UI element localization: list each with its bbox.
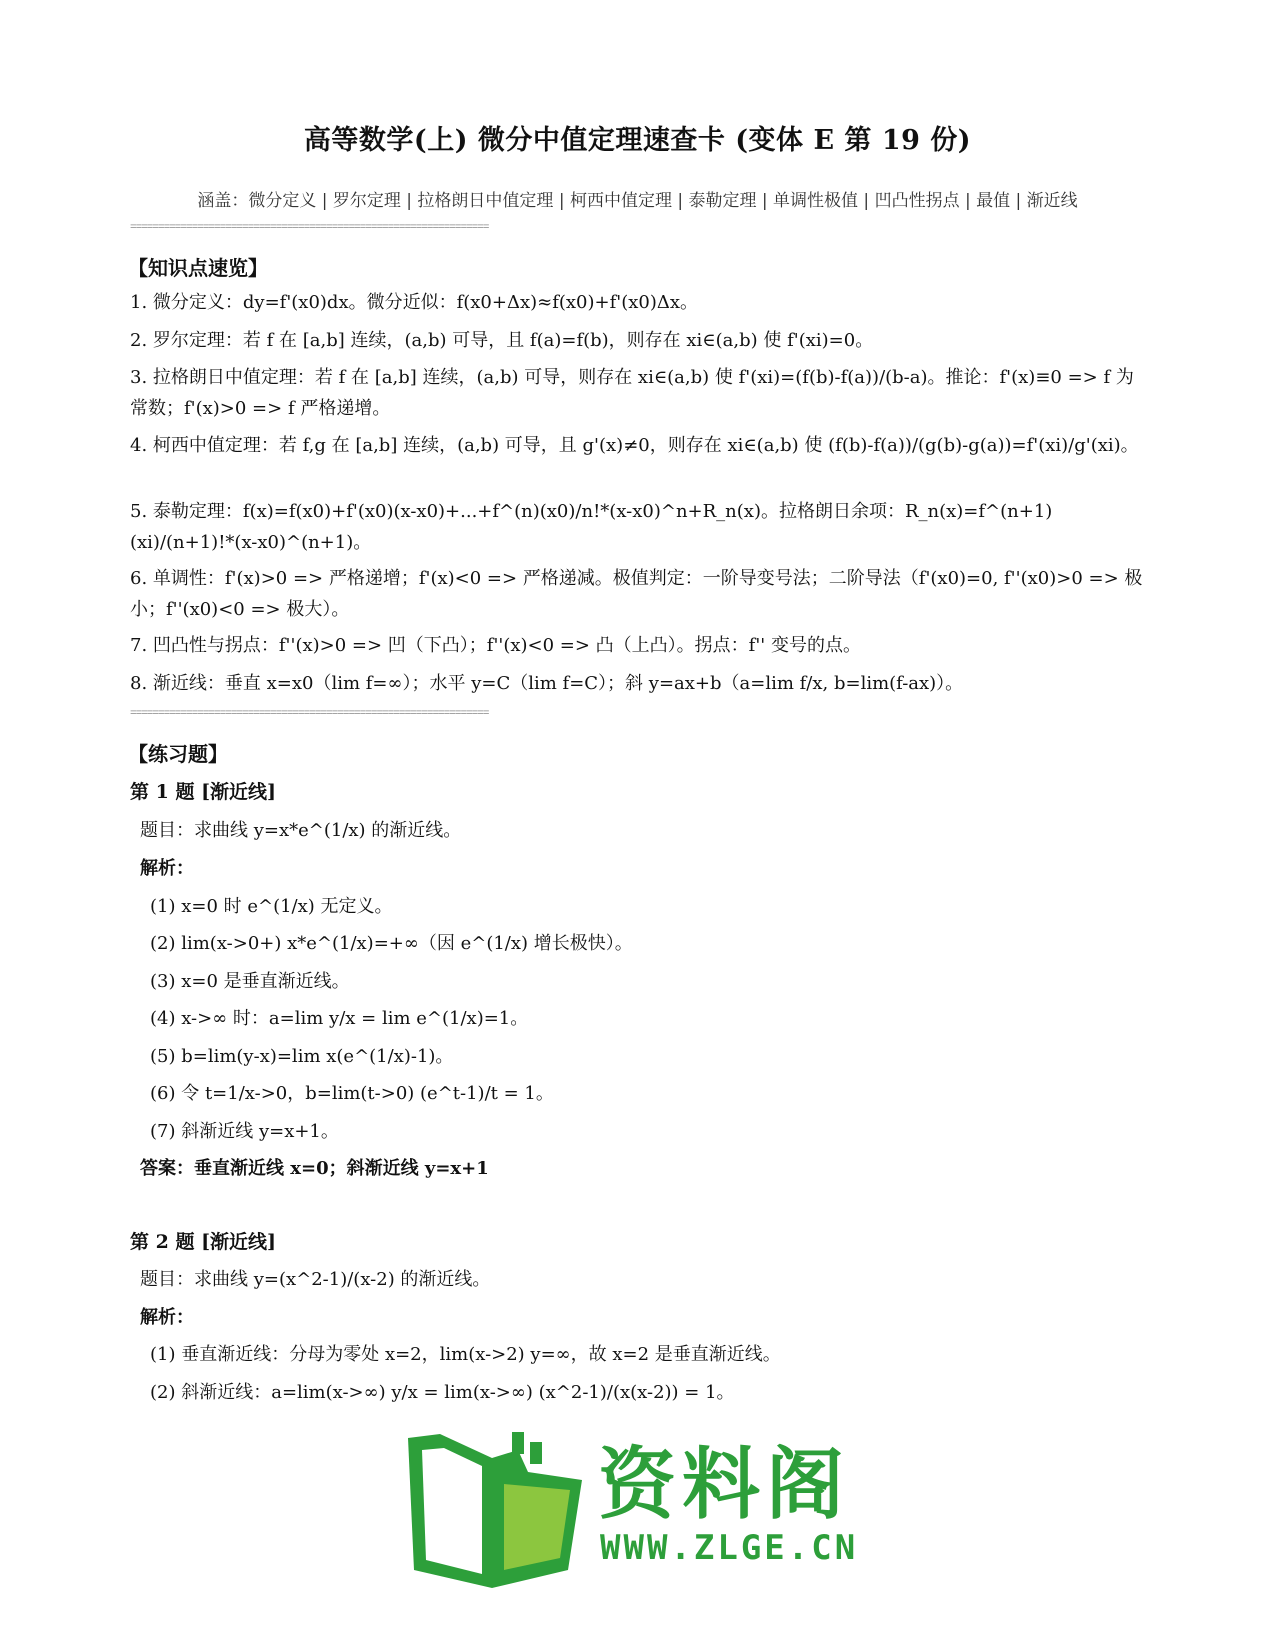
- knowledge-item: 2. 罗尔定理：若 f 在 [a,b] 连续，(a,b) 可导，且 f(a)=f(b)，则存在 xi∈(a,b) 使 f'(xi)=0。: [130, 330, 874, 351]
- question-1-step: (4) x->∞ 时：a=lim y/x = lim e^(1/x)=1。: [150, 1008, 529, 1029]
- question-2-analysis-label: 解析：: [140, 1307, 194, 1328]
- question-2-heading: 第 2 题 [渐近线]: [130, 1231, 277, 1253]
- watermark-name: 资料阁: [598, 1440, 851, 1530]
- question-1-step: (6) 令 t=1/x->0，b=lim(t->0) (e^t-1)/t = 1。: [150, 1083, 554, 1104]
- knowledge-item: 7. 凹凸性与拐点：f''(x)>0 => 凹（下凸）；f''(x)<0 => 凸（上凸）。拐点：f'' 变号的点。: [130, 635, 861, 656]
- knowledge-item: 8. 渐近线：垂直 x=x0（lim f=∞）；水平 y=C（lim f=C）；斜 y=ax+b（a=lim f/x, b=lim(f-ax)）。: [130, 673, 964, 694]
- question-2-step: (2) 斜渐近线：a=lim(x->∞) y/x = lim(x->∞) (x^2-1)/(x(x-2)) = 1。: [150, 1382, 735, 1403]
- divider-rule: ================================================================: [130, 708, 489, 720]
- watermark-url: WWW.ZLGE.CN: [600, 1528, 859, 1568]
- question-1-step: (3) x=0 是垂直渐近线。: [150, 971, 350, 992]
- divider-rule: ================================================================: [130, 222, 489, 234]
- question-1-analysis-label: 解析：: [140, 858, 194, 879]
- folder-book-icon: [400, 1420, 590, 1595]
- question-1-step: (2) lim(x->0+) x*e^(1/x)=+∞（因 e^(1/x) 增长极快）。: [150, 933, 633, 954]
- watermark-logo: [400, 1420, 870, 1595]
- practice-heading: 【练习题】: [128, 742, 228, 766]
- knowledge-item: 6. 单调性：f'(x)>0 => 严格递增；f'(x)<0 => 严格递减。极值判定：一阶导变号法；二阶导法（f'(x0)=0, f''(x0)>0 => 极小；f''(x0)<0 => 极大）。: [130, 568, 1143, 620]
- knowledge-item: 3. 拉格朗日中值定理：若 f 在 [a,b] 连续，(a,b) 可导，则存在 xi∈(a,b) 使 f'(xi)=(f(b)-f(a))/(b-a)。推论：f'(x)≡0 => f 为常数；f'(x)>0 => f 严格递增。: [130, 367, 1134, 419]
- knowledge-heading: 【知识点速览】: [128, 256, 268, 280]
- question-1-text: 题目：求曲线 y=x*e^(1/x) 的渐近线。: [140, 820, 462, 841]
- knowledge-item: 5. 泰勒定理：f(x)=f(x0)+f'(x0)(x-x0)+...+f^(n)(x0)/n!*(x-x0)^n+R_n(x)。拉格朗日余项：R_n(x)=f^(n+1)(xi)/(n+1)!*(x-x0)^(n+1)。: [130, 501, 1053, 553]
- question-1-answer: 答案：垂直渐近线 x=0；斜渐近线 y=x+1: [140, 1158, 489, 1179]
- question-1-heading: 第 1 题 [渐近线]: [130, 781, 277, 803]
- question-2-step: (1) 垂直渐近线：分母为零处 x=2，lim(x->2) y=∞，故 x=2 是垂直渐近线。: [150, 1344, 781, 1365]
- knowledge-item: 1. 微分定义：dy=f'(x0)dx。微分近似：f(x0+Δx)≈f(x0)+f'(x0)Δx。: [130, 292, 699, 313]
- question-1-step: (5) b=lim(y-x)=lim x(e^(1/x)-1)。: [150, 1046, 454, 1067]
- page-subtitle: 涵盖：微分定义 | 罗尔定理 | 拉格朗日中值定理 | 柯西中值定理 | 泰勒定理 | 单调性极值 | 凹凸性拐点 | 最值 | 渐近线: [197, 191, 1078, 211]
- question-2-text: 题目：求曲线 y=(x^2-1)/(x-2) 的渐近线。: [140, 1269, 491, 1290]
- question-1-step: (7) 斜渐近线 y=x+1。: [150, 1121, 339, 1142]
- page-title: 高等数学(上) 微分中值定理速查卡 (变体 E 第 19 份): [303, 125, 972, 156]
- question-1-step: (1) x=0 时 e^(1/x) 无定义。: [150, 896, 393, 917]
- knowledge-item: 4. 柯西中值定理：若 f,g 在 [a,b] 连续，(a,b) 可导，且 g'(x)≠0，则存在 xi∈(a,b) 使 (f(b)-f(a))/(g(b)-g(a))=f'(xi)/g'(xi)。: [130, 435, 1139, 456]
